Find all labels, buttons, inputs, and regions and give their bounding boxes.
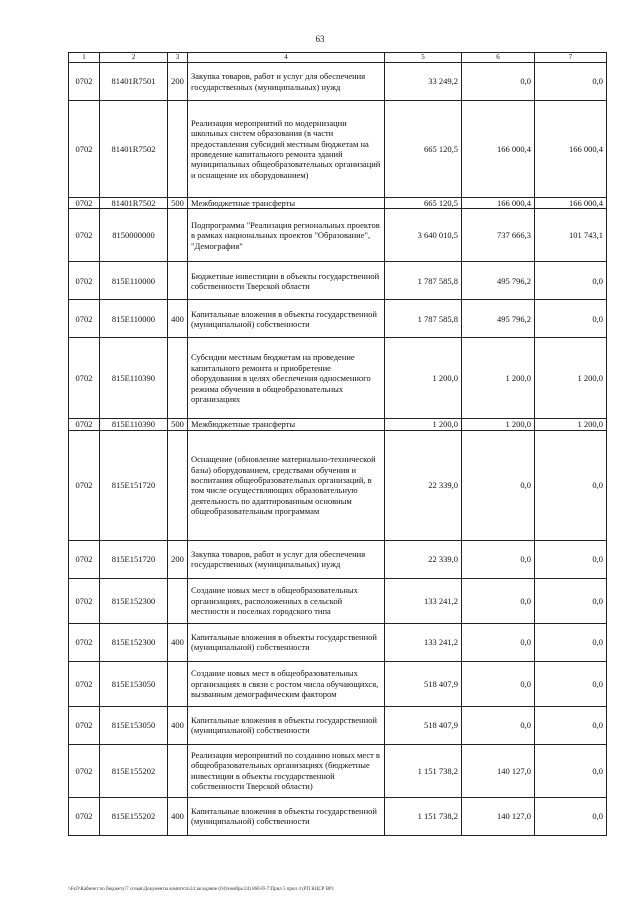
- amount-col6-cell: 737 666,3: [462, 209, 535, 262]
- page-number: 63: [315, 34, 325, 44]
- file-path-footer: \\FsO\Кабинет по бюджету\7 созыв\Документы комитета\24 заседание (04)\ноябрь\24) 860-П-7\Прил 5 прил 4 (РП КЦСР ВР): [68, 887, 334, 892]
- amount-col5-cell: 518 407,9: [385, 661, 462, 706]
- section-code-cell: 0702: [69, 661, 100, 706]
- table-row: [69, 209, 607, 262]
- section-code-cell: 0702: [69, 623, 100, 661]
- amount-col6-cell: 140 127,0: [462, 797, 535, 835]
- amount-col7-cell: 0,0: [535, 797, 607, 835]
- amount-col5-cell: 1 200,0: [385, 419, 462, 430]
- description-cell: Оснащение (обновление материально-технической базы) оборудованием, средствами обучения и воспитания общеобразовательных организаций, в том числе осуществляющих образовательную деятельность по адаптированным основным общеобразовательным программам: [188, 430, 385, 540]
- header-cell: 2: [100, 53, 168, 63]
- amount-col6-cell: 495 796,2: [462, 262, 535, 300]
- amount-col5-cell: 518 407,9: [385, 706, 462, 744]
- table-row: [69, 623, 607, 661]
- table-row: [69, 198, 607, 209]
- target-code-cell: 81401R7502: [100, 198, 168, 209]
- amount-col7-cell: 0,0: [535, 744, 607, 797]
- header-cell: 4: [188, 53, 385, 63]
- table-row: [69, 430, 607, 540]
- target-code-cell: 815E110000: [100, 262, 168, 300]
- table-row: [69, 797, 607, 835]
- table-row: [69, 661, 607, 706]
- expense-type-cell: [168, 262, 188, 300]
- section-code-cell: 0702: [69, 209, 100, 262]
- target-code-cell: 815E152300: [100, 623, 168, 661]
- table-row: [69, 300, 607, 338]
- amount-col7-cell: 0,0: [535, 540, 607, 578]
- expense-type-cell: 500: [168, 419, 188, 430]
- description-cell: Субсидии местным бюджетам на проведение капитального ремонта и приобретение оборудования в целях обеспечения односменного режима обучения в общеобразовательных организациях: [188, 338, 385, 419]
- amount-col6-cell: 1 200,0: [462, 419, 535, 430]
- amount-col6-cell: 0,0: [462, 540, 535, 578]
- target-code-cell: 815E151720: [100, 540, 168, 578]
- table-row: [69, 419, 607, 430]
- section-code-cell: 0702: [69, 262, 100, 300]
- section-code-cell: 0702: [69, 430, 100, 540]
- amount-col7-cell: 1 200,0: [535, 338, 607, 419]
- section-code-cell: 0702: [69, 63, 100, 101]
- section-code-cell: 0702: [69, 101, 100, 198]
- amount-col5-cell: 665 120,5: [385, 198, 462, 209]
- table-row: [69, 744, 607, 797]
- amount-col7-cell: 0,0: [535, 706, 607, 744]
- expense-type-cell: 400: [168, 300, 188, 338]
- amount-col5-cell: 1 787 585,8: [385, 262, 462, 300]
- section-code-cell: 0702: [69, 540, 100, 578]
- table-row: [69, 706, 607, 744]
- amount-col6-cell: 0,0: [462, 578, 535, 623]
- target-code-cell: 815E151720: [100, 430, 168, 540]
- amount-col7-cell: 0,0: [535, 578, 607, 623]
- amount-col5-cell: 133 241,2: [385, 578, 462, 623]
- target-code-cell: 815E110390: [100, 419, 168, 430]
- amount-col6-cell: 0,0: [462, 63, 535, 101]
- table-row: [69, 262, 607, 300]
- table-row: [69, 540, 607, 578]
- target-code-cell: 815E153050: [100, 661, 168, 706]
- section-code-cell: 0702: [69, 300, 100, 338]
- expense-type-cell: [168, 744, 188, 797]
- description-cell: Реализация мероприятий по созданию новых мест в общеобразовательных организациях (бюджетные инвестиции в объекты государственной собственности Тверской области): [188, 744, 385, 797]
- amount-col7-cell: 0,0: [535, 430, 607, 540]
- amount-col7-cell: 0,0: [535, 661, 607, 706]
- amount-col7-cell: 166 000,4: [535, 198, 607, 209]
- target-code-cell: 81401R7501: [100, 63, 168, 101]
- description-cell: Реализация мероприятий по модернизации школьных систем образования (в части предоставления субсидий местным бюджетам на проведение капитального ремонта зданий муниципальных общеобразовательных организаций и оснащение их оборудованием): [188, 101, 385, 198]
- table-row: [69, 338, 607, 419]
- target-code-cell: 815E155202: [100, 744, 168, 797]
- amount-col5-cell: 33 249,2: [385, 63, 462, 101]
- target-code-cell: 81401R7502: [100, 101, 168, 198]
- expense-type-cell: 400: [168, 797, 188, 835]
- expense-type-cell: [168, 209, 188, 262]
- header-cell: 1: [69, 53, 100, 63]
- expense-type-cell: 400: [168, 706, 188, 744]
- target-code-cell: 815E153050: [100, 706, 168, 744]
- amount-col5-cell: 1 151 738,2: [385, 797, 462, 835]
- header-cell: 6: [462, 53, 535, 63]
- amount-col6-cell: 0,0: [462, 623, 535, 661]
- expense-type-cell: 200: [168, 540, 188, 578]
- amount-col7-cell: 0,0: [535, 262, 607, 300]
- amount-col6-cell: 1 200,0: [462, 338, 535, 419]
- table-body: [69, 53, 607, 836]
- section-code-cell: 0702: [69, 797, 100, 835]
- header-cell: 3: [168, 53, 188, 63]
- amount-col5-cell: 22 339,0: [385, 540, 462, 578]
- target-code-cell: 8150000000: [100, 209, 168, 262]
- expense-type-cell: [168, 338, 188, 419]
- amount-col6-cell: 0,0: [462, 706, 535, 744]
- section-code-cell: 0702: [69, 706, 100, 744]
- amount-col6-cell: 140 127,0: [462, 744, 535, 797]
- amount-col6-cell: 0,0: [462, 661, 535, 706]
- description-cell: Бюджетные инвестиции в объекты государственной собственности Тверской области: [188, 262, 385, 300]
- description-cell: Капитальные вложения в объекты государственной (муниципальной) собственности: [188, 623, 385, 661]
- table-row: [69, 63, 607, 101]
- section-code-cell: 0702: [69, 419, 100, 430]
- amount-col5-cell: 3 640 010,5: [385, 209, 462, 262]
- section-code-cell: 0702: [69, 198, 100, 209]
- target-code-cell: 815E155202: [100, 797, 168, 835]
- expense-type-cell: 500: [168, 198, 188, 209]
- header-cell: 7: [535, 53, 607, 63]
- amount-col5-cell: 665 120,5: [385, 101, 462, 198]
- expense-type-cell: [168, 661, 188, 706]
- expense-type-cell: 400: [168, 623, 188, 661]
- target-code-cell: 815E110000: [100, 300, 168, 338]
- amount-col7-cell: 0,0: [535, 300, 607, 338]
- description-cell: Межбюджетные трансферты: [188, 198, 385, 209]
- section-code-cell: 0702: [69, 744, 100, 797]
- amount-col5-cell: 1 787 585,8: [385, 300, 462, 338]
- description-cell: Создание новых мест в общеобразовательных организациях, расположенных в сельской местности и поселках городского типа: [188, 578, 385, 623]
- budget-table: [68, 52, 607, 836]
- description-cell: Закупка товаров, работ и услуг для обеспечения государственных (муниципальных) нужд: [188, 540, 385, 578]
- expense-type-cell: [168, 578, 188, 623]
- amount-col6-cell: 495 796,2: [462, 300, 535, 338]
- expense-type-cell: 200: [168, 63, 188, 101]
- header-cell: 5: [385, 53, 462, 63]
- table-row: [69, 101, 607, 198]
- amount-col7-cell: 1 200,0: [535, 419, 607, 430]
- description-cell: Капитальные вложения в объекты государственной (муниципальной) собственности: [188, 797, 385, 835]
- description-cell: Закупка товаров, работ и услуг для обеспечения государственных (муниципальных) нужд: [188, 63, 385, 101]
- target-code-cell: 815E152300: [100, 578, 168, 623]
- amount-col5-cell: 1 200,0: [385, 338, 462, 419]
- description-cell: Межбюджетные трансферты: [188, 419, 385, 430]
- section-code-cell: 0702: [69, 578, 100, 623]
- header-row: [69, 53, 607, 63]
- description-cell: Капитальные вложения в объекты государственной (муниципальной) собственности: [188, 706, 385, 744]
- amount-col5-cell: 133 241,2: [385, 623, 462, 661]
- target-code-cell: 815E110390: [100, 338, 168, 419]
- amount-col5-cell: 1 151 738,2: [385, 744, 462, 797]
- amount-col5-cell: 22 339,0: [385, 430, 462, 540]
- expense-type-cell: [168, 430, 188, 540]
- description-cell: Подпрограмма "Реализация региональных проектов в рамках национальных проектов "Образование", "Демография": [188, 209, 385, 262]
- amount-col6-cell: 166 000,4: [462, 198, 535, 209]
- section-code-cell: 0702: [69, 338, 100, 419]
- table-row: [69, 578, 607, 623]
- description-cell: Создание новых мест в общеобразовательных организациях в связи с ростом числа обучающихся, вызванным демографическим фактором: [188, 661, 385, 706]
- expense-type-cell: [168, 101, 188, 198]
- amount-col7-cell: 101 743,1: [535, 209, 607, 262]
- amount-col7-cell: 0,0: [535, 63, 607, 101]
- amount-col7-cell: 0,0: [535, 623, 607, 661]
- amount-col6-cell: 166 000,4: [462, 101, 535, 198]
- amount-col6-cell: 0,0: [462, 430, 535, 540]
- amount-col7-cell: 166 000,4: [535, 101, 607, 198]
- description-cell: Капитальные вложения в объекты государственной (муниципальной) собственности: [188, 300, 385, 338]
